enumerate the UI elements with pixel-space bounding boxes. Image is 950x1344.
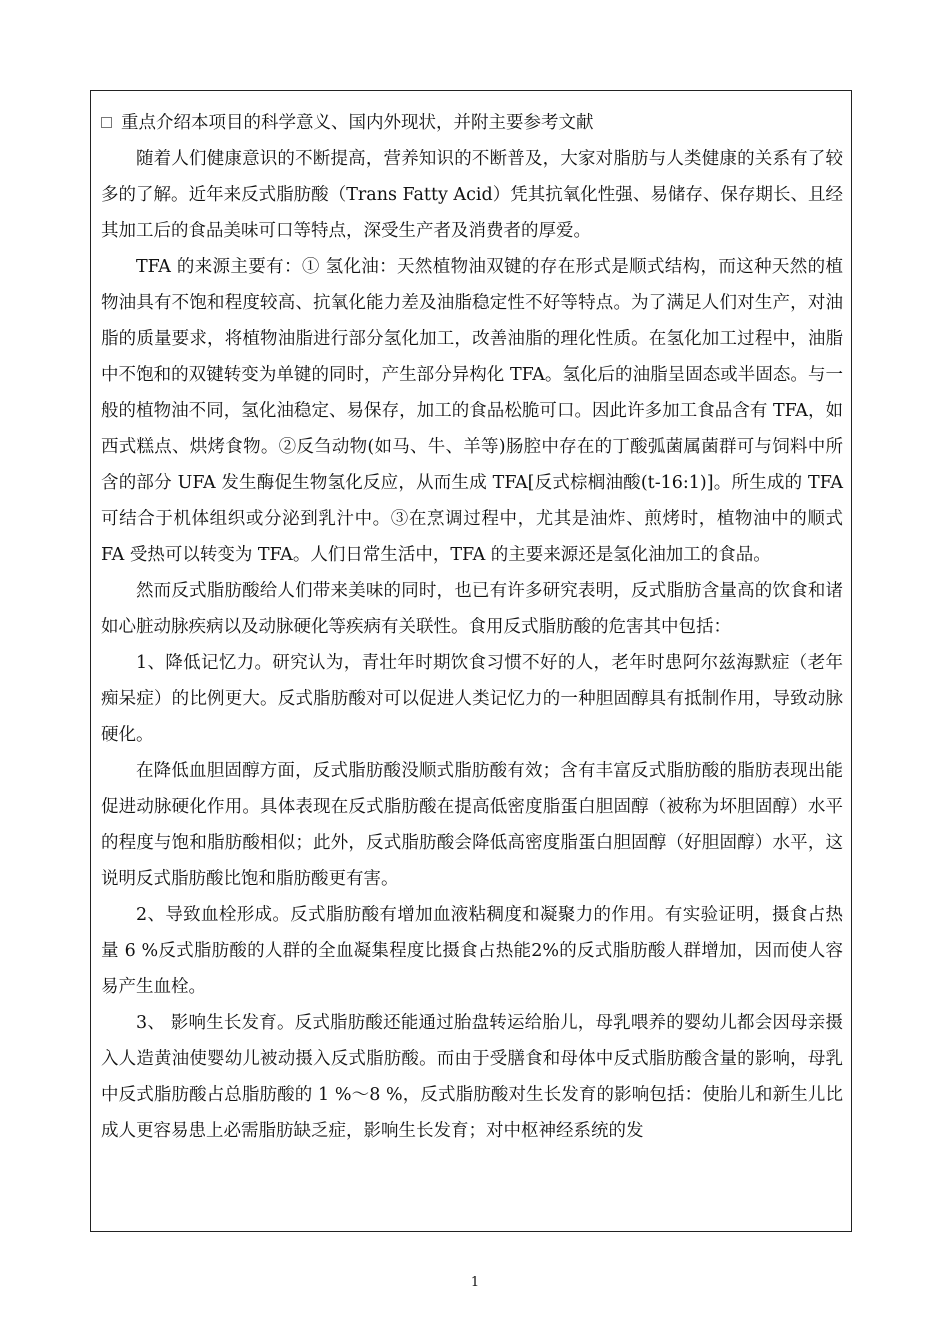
paragraph-thrombosis: 2、导致血栓形成。反式脂肪酸有增加血液粘稠度和凝聚力的作用。有实验证明，摄食占热量 6 %反式脂肪酸的人群的全血凝集程度比摄食占热能2%的反式脂肪酸人群增加，因而使人容易产生血栓。 xyxy=(101,905,843,997)
paragraph-growth: 3、 影响生长发育。反式脂肪酸还能通过胎盘转运给胎儿，母乳喂养的婴幼儿都会因母亲摄入人造黄油使婴幼儿被动摄入反式脂肪酸。而由于受膳食和母体中反式脂肪酸含量的影响，母乳中反式脂肪酸占总脂肪酸的 1 %～8 %，反式脂肪酸对生长发育的影响包括：使胎儿和新生儿比成人更容易患上必需脂肪缺乏症，影响生长发育；对中枢神经系统的发 xyxy=(101,1013,843,1141)
section-heading-text: 重点介绍本项目的科学意义、国内外现状，并附主要参考文献 xyxy=(121,113,594,133)
page-number: 1 xyxy=(470,1275,480,1290)
paragraph-tfa-harm-intro: 然而反式脂肪酸给人们带来美味的同时，也已有许多研究表明，反式脂肪含量高的饮食和诸如心脏动脉疾病以及动脉硬化等疾病有关联性。食用反式脂肪酸的危害其中包括： xyxy=(101,581,843,637)
section-heading xyxy=(101,105,843,141)
content-frame xyxy=(90,90,852,1232)
paragraph-tfa-sources: TFA 的来源主要有：① 氢化油：天然植物油双键的存在形式是顺式结构，而这种天然的植物油具有不饱和程度较高、抗氧化能力差及油脂稳定性不好等特点。为了满足人们对生产，对油脂的质量要求，将植物油脂进行部分氢化加工，改善油脂的理化性质。在氢化加工过程中，油脂中不饱和的双键转变为单键的同时，产生部分异构化 TFA。氢化后的油脂呈固态或半固态。与一般的植物油不同，氢化油稳定、易保存，加工的食品松脆可口。因此许多加工食品含有 TFA，如西式糕点、烘烤食物。②反刍动物(如马、牛、羊等)肠腔中存在的丁酸弧菌属菌群可与饲料中所含的部分 UFA 发生酶促生物氢化反应，从而生成 TFA[反式棕榈油酸(t-16:1)]。所生成的 TFA 可结合于机体组织或分泌到乳汁中。③在烹调过程中，尤其是油炸、煎烤时，植物油中的顺式 FA 受热可以转变为 TFA。人们日常生活中，TFA 的主要来源还是氢化油加工的食品。 xyxy=(101,257,843,565)
paragraph-cholesterol: 在降低血胆固醇方面，反式脂肪酸没顺式脂肪酸有效；含有丰富反式脂肪酸的脂肪表现出能促进动脉硬化作用。具体表现在反式脂肪酸在提高低密度脂蛋白胆固醇（被称为坏胆固醇）水平的程度与饱和脂肪酸相似；此外，反式脂肪酸会降低高密度脂蛋白胆固醇（好胆固醇）水平，这说明反式脂肪酸比饱和脂肪酸更有害。 xyxy=(101,761,843,889)
paragraph-intro: 随着人们健康意识的不断提高，营养知识的不断普及，大家对脂肪与人类健康的关系有了较多的了解。近年来反式脂肪酸（Trans Fatty Acid）凭其抗氧化性强、易储存、保存期长、且经其加工后的食品美味可口等特点，深受生产者及消费者的厚爱。 xyxy=(101,149,843,241)
paragraph-memory: 1、降低记忆力。研究认为，青壮年时期饮食习惯不好的人，老年时患阿尔兹海默症（老年痴呆症）的比例更大。反式脂肪酸对可以促进人类记忆力的一种胆固醇具有抵制作用，导致动脉硬化。 xyxy=(101,653,843,745)
checkbox-icon xyxy=(101,117,112,128)
